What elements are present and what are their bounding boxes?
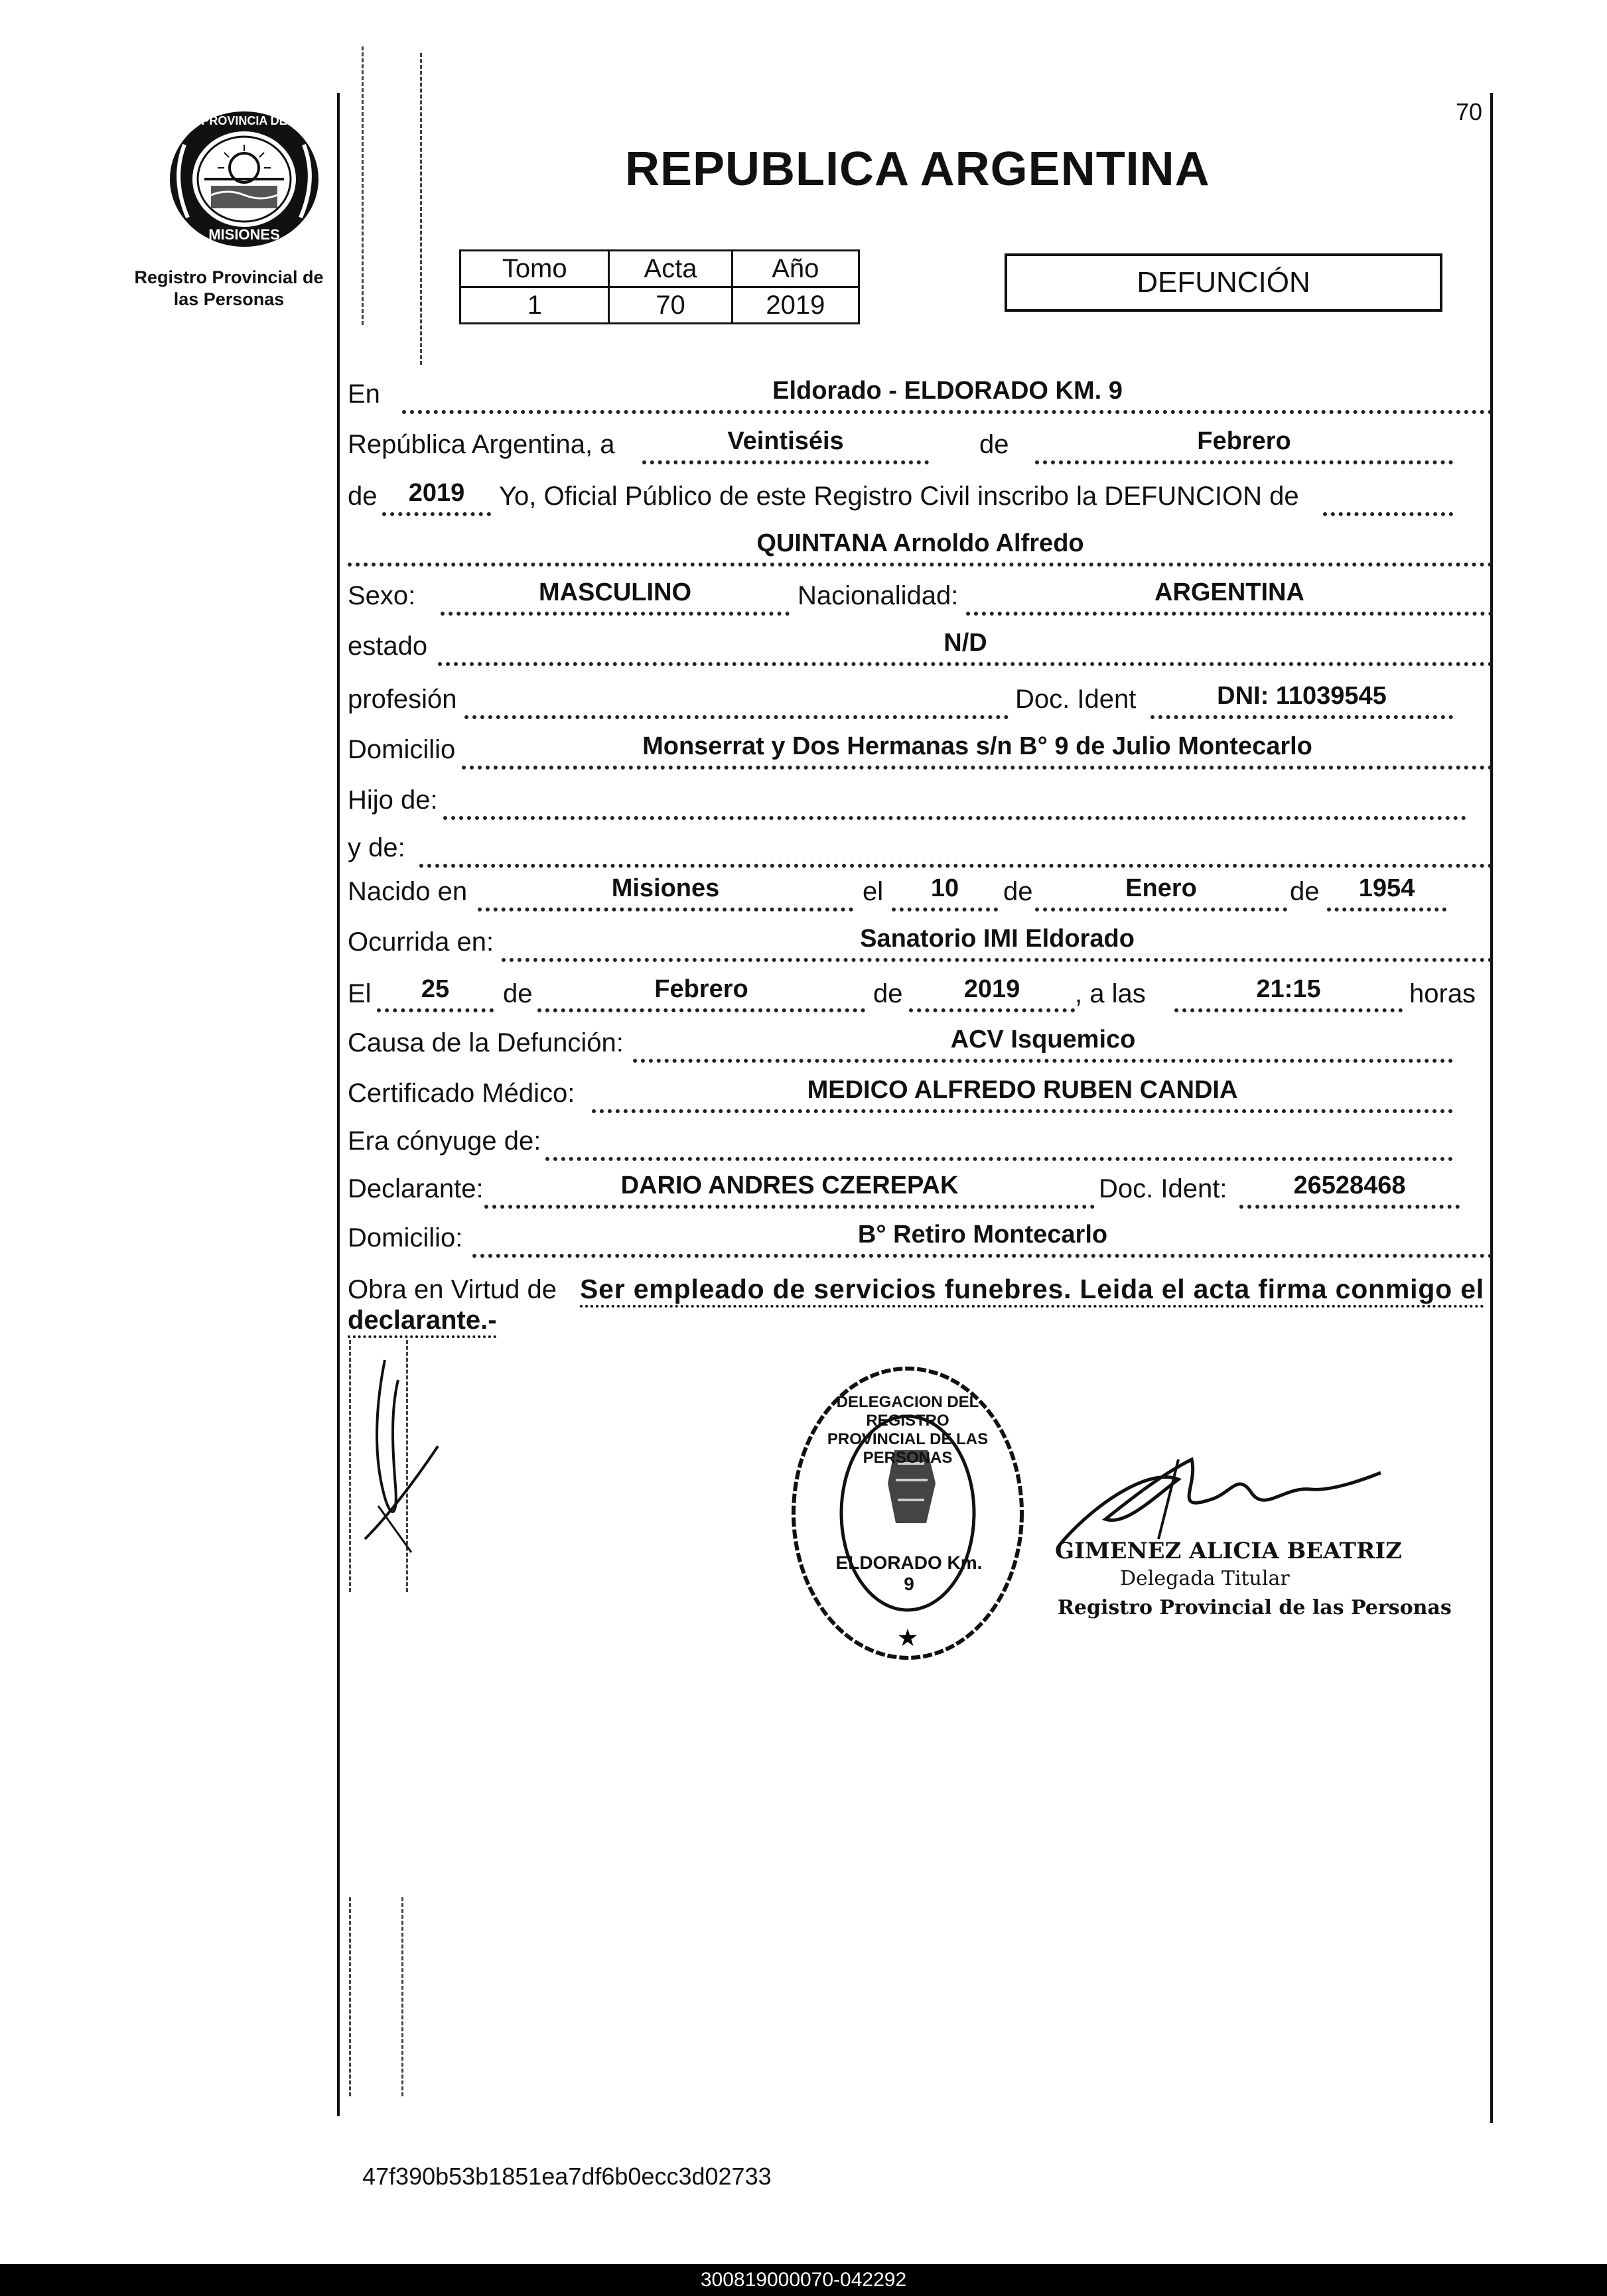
table-header-row <box>460 251 859 287</box>
table-cell-acta: 70 <box>609 287 732 324</box>
field-obra-line-2: declarante.- <box>348 1306 497 1335</box>
field-line <box>464 715 1009 719</box>
label-el: el <box>863 877 884 906</box>
field-nacido-dia: 10 <box>930 874 959 902</box>
document-type-box <box>1005 253 1442 312</box>
field-line <box>633 1059 1453 1063</box>
document-type: DEFUNCIÓN <box>1137 266 1310 299</box>
field-dia-letras: Veintiséis <box>727 427 844 455</box>
field-line <box>472 1254 1493 1258</box>
label-domicilio: Domicilio <box>348 735 456 764</box>
label-de-year: de <box>348 482 378 511</box>
field-certificado: MEDICO ALFREDO RUBEN CANDIA <box>807 1076 1238 1104</box>
field-line <box>377 1008 494 1012</box>
field-line <box>382 512 491 516</box>
field-line <box>1035 908 1287 912</box>
official-org: Registro Provincial de las Personas <box>1058 1596 1452 1619</box>
label-en: En <box>348 379 380 409</box>
label-certificado: Certificado Médico: <box>348 1079 575 1108</box>
seal-top-text: PROVINCIA DE <box>201 114 287 127</box>
label-de-2: de <box>873 979 903 1008</box>
label-nacido-en: Nacido en <box>348 877 468 906</box>
registry-table <box>459 249 860 324</box>
barcode-id: 300819000070-042292 <box>0 2264 1607 2296</box>
field-anio: 2019 <box>408 479 465 507</box>
field-lugar: Eldorado - ELDORADO KM. 9 <box>772 377 1123 405</box>
label-doc-ident-declarante: Doc. Ident: <box>1099 1174 1227 1203</box>
official-name: GIMENEZ ALICIA BEATRIZ <box>1055 1538 1402 1564</box>
label-obra: Obra en Virtud de <box>348 1275 557 1304</box>
field-line <box>1151 715 1453 719</box>
field-estado: N/D <box>943 629 987 657</box>
field-domicilio: Monserrat y Dos Hermanas s/n B° 9 de Julio Montecarlo <box>642 732 1312 760</box>
label-estado: estado <box>348 632 428 661</box>
fold-mark-3 <box>349 1340 351 1592</box>
official-role: Delegada Titular <box>1120 1567 1290 1590</box>
field-nacido-lugar: Misiones <box>611 874 720 902</box>
label-de: de <box>979 430 1009 459</box>
label-republica: República Argentina, a <box>348 430 615 459</box>
fold-mark-2 <box>420 53 422 365</box>
field-line <box>642 460 929 464</box>
field-line <box>1323 512 1453 516</box>
field-line <box>892 908 998 912</box>
label-doc-ident: Doc. Ident <box>1015 685 1137 714</box>
seal-inner-text: ELDORADO Km. 9 <box>835 1552 983 1594</box>
field-line <box>484 1205 1095 1209</box>
field-line <box>478 908 853 912</box>
label-el-cap: El <box>348 979 372 1008</box>
field-obra-line-1: Ser empleado de servicios funebres. Leida el acta firma conmigo el <box>580 1274 1484 1304</box>
seal-bottom-text: MISIONES <box>208 226 280 243</box>
field-nacido-mes: Enero <box>1125 874 1197 902</box>
page-number: 70 <box>1456 98 1483 125</box>
field-line <box>438 662 1493 666</box>
label-declarante: Declarante: <box>348 1174 484 1203</box>
field-line <box>1327 908 1446 912</box>
label-horas: horas <box>1409 979 1476 1008</box>
fold-mark-1 <box>362 46 364 325</box>
official-signature <box>1046 1433 1391 1552</box>
field-line <box>419 864 1493 868</box>
label-oficial: Yo, Oficial Público de este Registro Civil inscribo la DEFUNCION de <box>499 482 1299 511</box>
field-line <box>348 563 1493 567</box>
page-title: REPUBLICA ARGENTINA <box>625 143 1210 196</box>
field-declarante: DARIO ANDRES CZEREPAK <box>620 1172 959 1199</box>
institution-name: Registro Provincial de las Personas <box>134 267 324 309</box>
field-causa: ACV Isquemico <box>950 1026 1136 1053</box>
table-header-cell: Tomo <box>460 251 609 287</box>
field-dni: DNI: 11039545 <box>1217 682 1387 710</box>
field-hora: 21:15 <box>1256 975 1321 1003</box>
label-de-1: de <box>503 979 533 1008</box>
label-de-mes: de <box>1003 877 1033 906</box>
table-cell-anio: 2019 <box>732 287 859 324</box>
field-sexo: MASCULINO <box>538 578 692 606</box>
field-mes: Febrero <box>1197 427 1291 455</box>
field-fecha-mes: Febrero <box>654 975 748 1003</box>
field-line <box>402 410 1493 414</box>
label-ocurrida-en: Ocurrida en: <box>348 927 494 957</box>
field-line <box>1174 1008 1403 1012</box>
field-line <box>441 612 790 616</box>
field-nacionalidad: ARGENTINA <box>1154 578 1304 606</box>
field-line <box>443 816 1466 820</box>
field-fecha-anio: 2019 <box>963 975 1020 1003</box>
field-nombre: QUINTANA Arnoldo Alfredo <box>756 529 1084 557</box>
label-conyuge: Era cónyuge de: <box>348 1126 541 1156</box>
label-hijo-de: Hijo de: <box>348 785 438 815</box>
field-line <box>462 766 1493 770</box>
label-sexo: Sexo: <box>348 581 416 610</box>
field-line <box>909 1008 1075 1012</box>
field-line <box>537 1008 865 1012</box>
table-header-cell: Año <box>732 251 859 287</box>
label-de-anio: de <box>1290 877 1320 906</box>
field-line <box>592 1109 1453 1113</box>
table-row <box>460 287 859 324</box>
field-declarante-dni: 26528468 <box>1293 1172 1406 1199</box>
label-domicilio-declarante: Domicilio: <box>348 1223 463 1252</box>
field-line <box>1239 1205 1460 1209</box>
field-ocurrida: Sanatorio IMI Eldorado <box>860 925 1135 953</box>
field-line <box>966 612 1493 616</box>
field-declarante-domicilio: B° Retiro Montecarlo <box>857 1221 1108 1249</box>
left-margin-line <box>337 93 340 2116</box>
label-causa: Causa de la Defunción: <box>348 1028 624 1057</box>
field-line <box>545 1157 1453 1161</box>
field-nacido-anio: 1954 <box>1358 874 1415 902</box>
label-nacionalidad: Nacionalidad: <box>798 581 959 610</box>
label-a-las: , a las <box>1075 979 1146 1008</box>
fold-mark-6 <box>401 1897 403 2096</box>
field-line <box>1035 460 1453 464</box>
table-cell-tomo: 1 <box>460 287 609 324</box>
fold-mark-5 <box>349 1897 351 2096</box>
document-hash: 47f390b53b1851ea7df6b0ecc3d02733 <box>362 2163 772 2190</box>
declarant-signature <box>358 1353 451 1566</box>
label-profesion: profesión <box>348 685 457 714</box>
table-header-cell: Acta <box>609 251 732 287</box>
seal-ring-text: DELEGACION DEL REGISTRO PROVINCIAL DE LAS PERSONAS <box>827 1393 989 1467</box>
label-y-de: y de: <box>348 833 405 862</box>
svg-text:★: ★ <box>896 1625 919 1652</box>
field-line <box>502 958 1493 962</box>
field-fecha-dia: 25 <box>421 975 450 1003</box>
